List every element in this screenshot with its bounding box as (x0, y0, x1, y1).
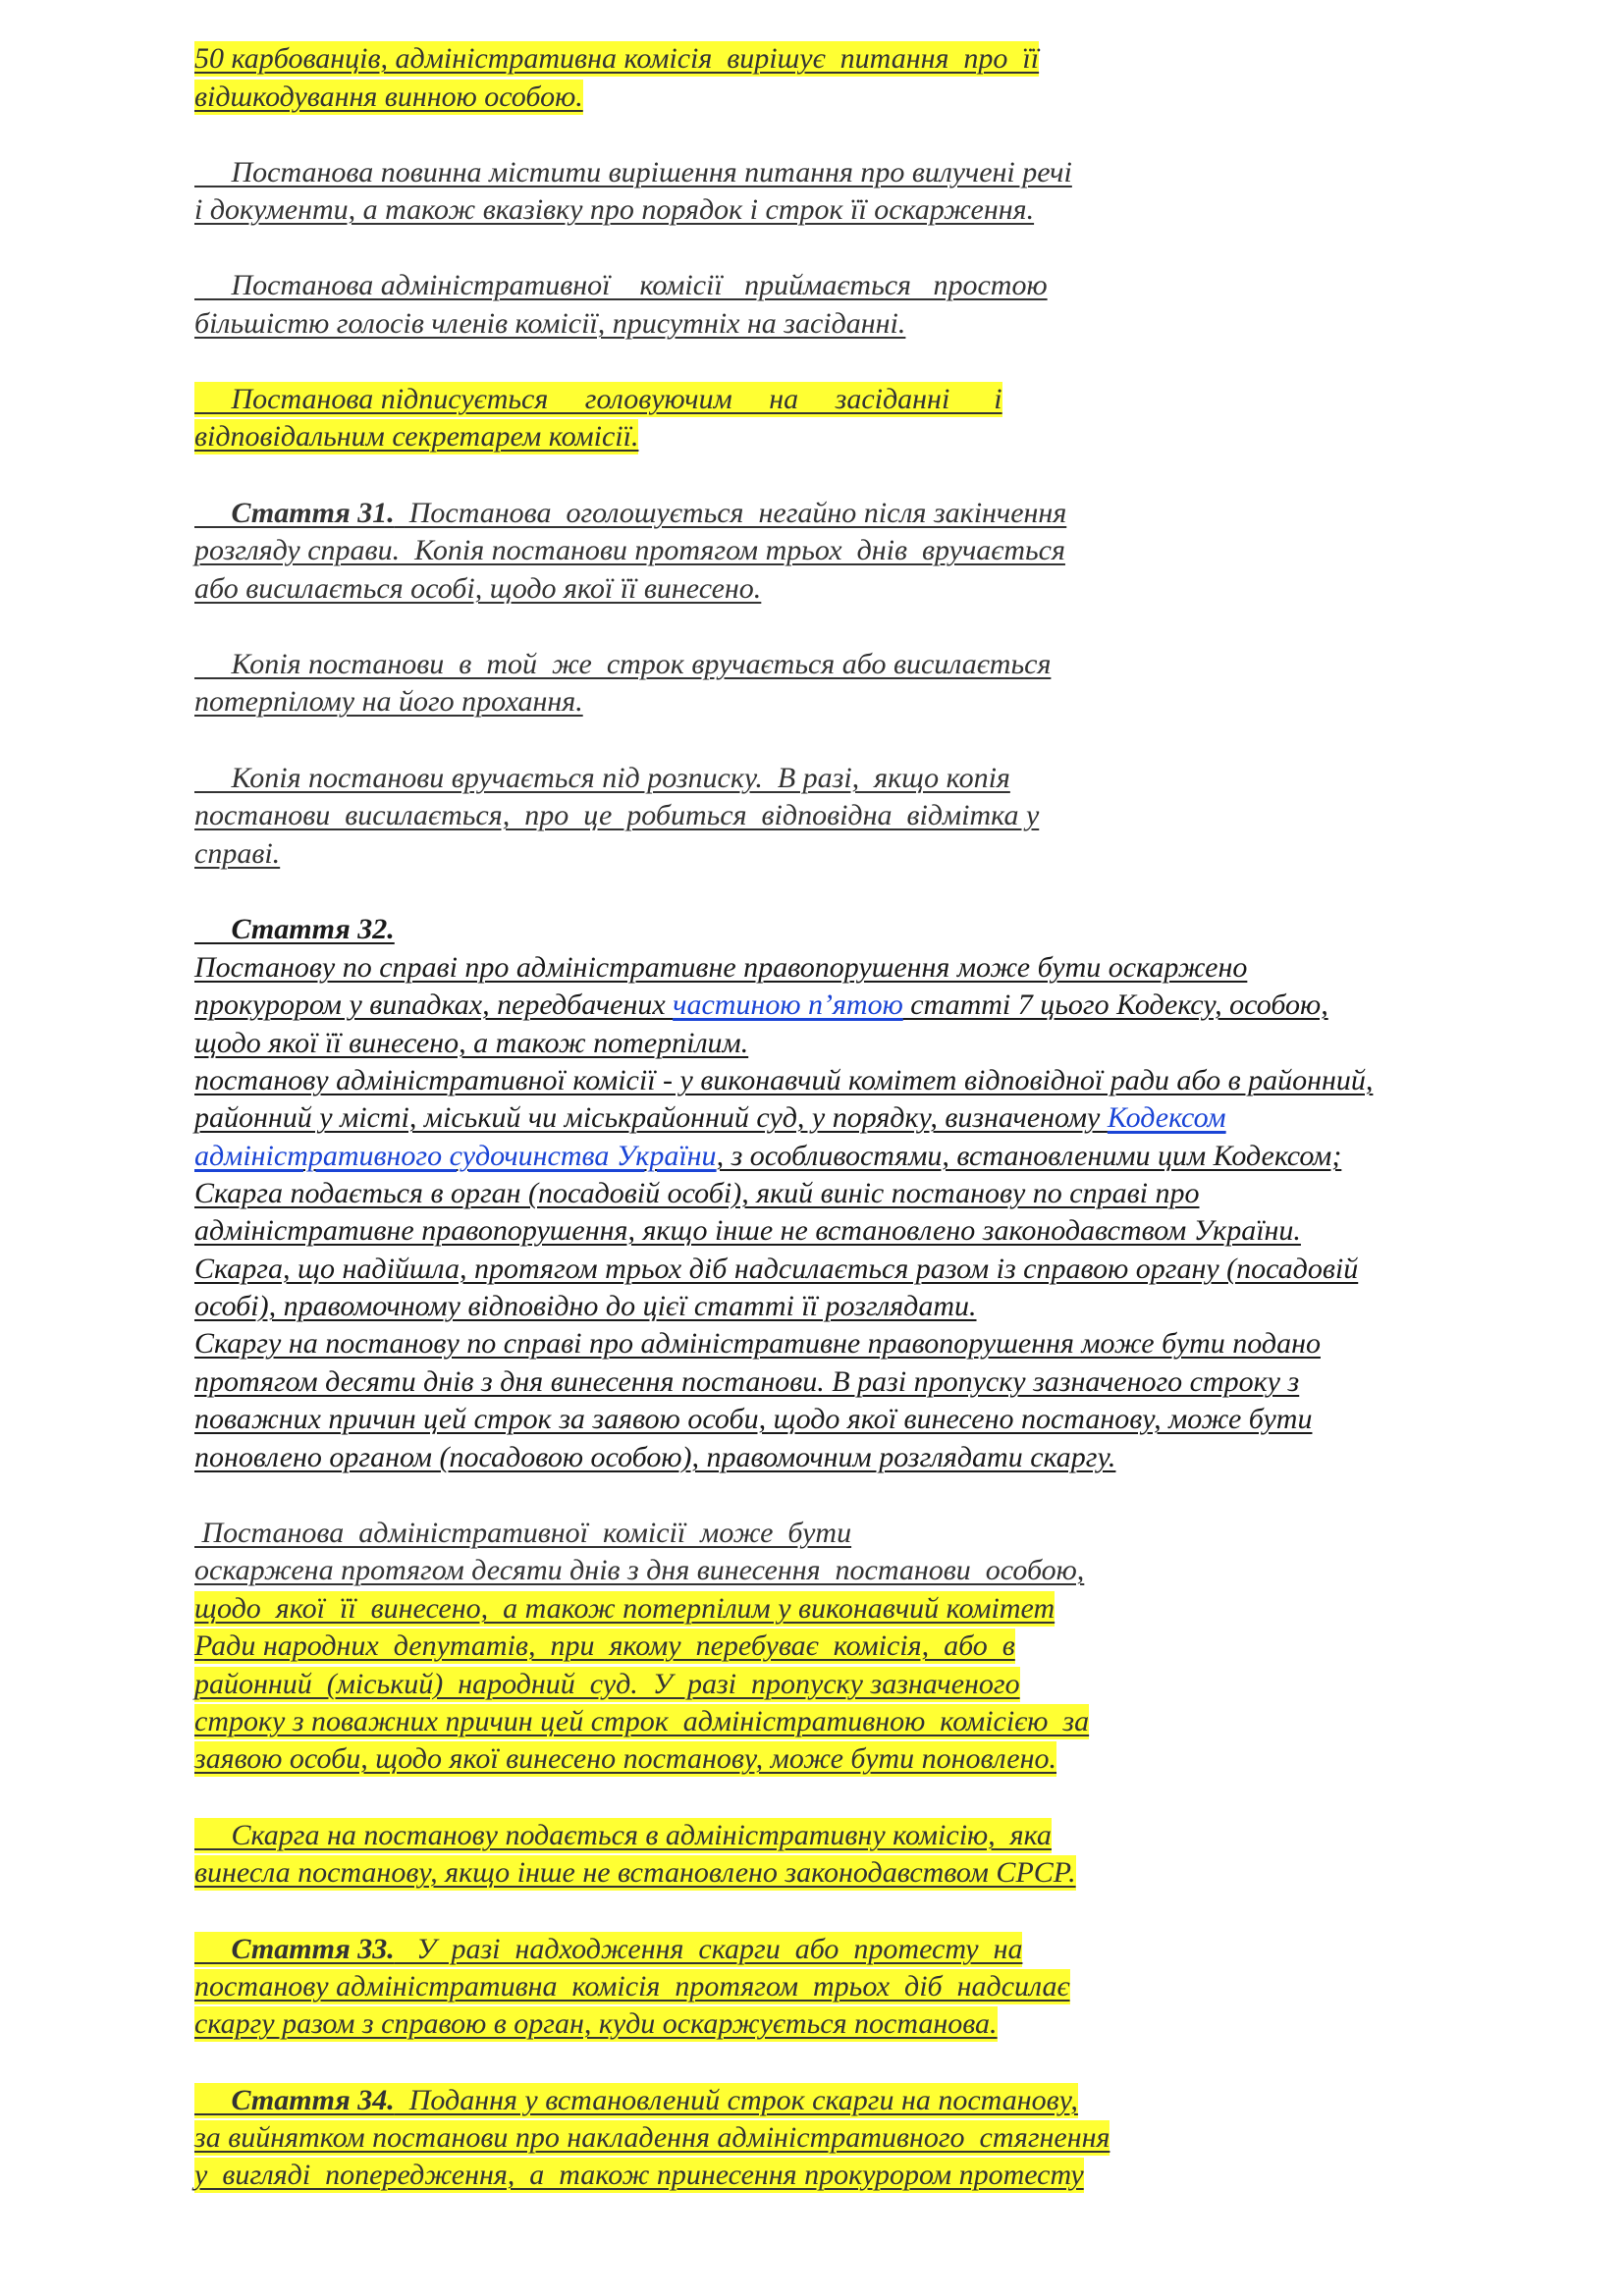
paragraph-line: щодо якої її винесено, а також потерпілим у виконавчий комітет (194, 1592, 1056, 1625)
paragraph-line: і документи, а також вказівку про порядок і строк її оскарження. (194, 193, 1035, 226)
paragraph-line: постанову адміністративної комісії - у виконавчий комітет відповідної ради або в районний, (194, 1064, 1374, 1096)
paragraph-line: Скарга на постанову подається в адміністративну комісію, яка (194, 1819, 1052, 1851)
paragraph-line: винесла постанову, якщо інше не встановлено законодавством СРСР. (194, 1856, 1076, 1889)
paragraph-line: або висилається особі, щодо якої її винесено. (194, 572, 762, 605)
paragraph-line: Скаргу на постанову по справі про адміністративне правопорушення може бути подано (194, 1327, 1321, 1360)
article-33-line: Стаття 33. У разі надходження скарги або протесту на (194, 1932, 1022, 1967)
paragraph-line: районний (міський) народний суд. У разі пропуску зазначеного (194, 1668, 1020, 1700)
paragraph-line: щодо якої її винесено, а також потерпілим. (194, 1027, 749, 1059)
article-34-line: Стаття 34. Подання у встановлений строк скарги на постанову, (194, 2083, 1078, 2118)
paragraph-line: прокурором у випадках, передбачених частиною п’ятою статті 7 цього Кодексу, особою, (194, 988, 1328, 1021)
link-code-continued[interactable]: адміністративного судочинства України (194, 1140, 717, 1172)
paragraph-line: Скарга, що надійшла, протягом трьох діб надсилається разом із справою органу (посадовій (194, 1253, 1359, 1285)
paragraph-line: 50 карбованців, адміністративна комісія вирішує питання про її (194, 42, 1040, 75)
paragraph-line: Постанова адміністративної комісії приймається простою (194, 269, 1048, 301)
paragraph-line: Постанова адміністративної комісії може бути (194, 1517, 852, 1549)
paragraph-line: розгляду справи. Копія постанови протягом трьох днів вручається (194, 534, 1065, 566)
paragraph-line: Копія постанови в той же строк вручається або висилається (194, 648, 1052, 680)
paragraph-line: Постанова підписується головуючим на засіданні і (194, 383, 1002, 415)
paragraph-line: справі. (194, 837, 281, 870)
paragraph-line: Ради народних депутатів, при якому перебуває комісія, або в (194, 1629, 1015, 1662)
paragraph-line: скаргу разом з справою в орган, куди оскаржується постанова. (194, 2007, 998, 2040)
paragraph-line: районний у місті, міський чи міськрайонний суд, у порядку, визначеному Кодексом (194, 1101, 1226, 1134)
paragraph-line: строку з поважних причин цей строк адміністративною комісією за (194, 1705, 1090, 1737)
paragraph-line: особі), правомочному відповідно до цієї статті її розглядати. (194, 1290, 977, 1322)
paragraph-line: Постанова повинна містити вирішення питання про вилучені речі (194, 156, 1072, 188)
link-code[interactable]: Кодексом (1107, 1101, 1226, 1134)
paragraph-line: постанови висилається, про це робиться відповідна відмітка у (194, 799, 1040, 831)
paragraph-line: поновлено органом (посадовою особою), правомочним розглядати скаргу. (194, 1441, 1116, 1473)
article-32-title: Стаття 32. (231, 913, 395, 945)
article-34-title: Стаття 34. (231, 2084, 395, 2116)
paragraph-line: потерпілому на його прохання. (194, 685, 583, 718)
article-31-line: Стаття 31. Постанова оголошується негайно після закінчення (231, 497, 1067, 529)
paragraph-line: відшкодування винною особою. (194, 80, 583, 113)
paragraph-line: Копія постанови вручається під розписку. В разі, якщо копія (194, 762, 1010, 794)
paragraph-line: більшістю голосів членів комісії, присутніх на засіданні. (194, 307, 906, 340)
paragraph-line: заявою особи, щодо якої винесено постанову, може бути поновлено. (194, 1742, 1056, 1775)
paragraph-line: адміністративного судочинства України, з особливостями, встановленими цим Кодексом; (194, 1140, 1342, 1172)
article-31-title: Стаття 31. (231, 497, 395, 529)
article-32-heading (194, 912, 395, 947)
paragraph-line: оскаржена протягом десяти днів з дня винесення постанови особою, (194, 1554, 1085, 1586)
paragraph-line: у вигляді попередження, а також принесення прокурором протесту (194, 2159, 1084, 2191)
paragraph-line: протягом десяти днів з дня винесення постанови. В разі пропуску зазначеного строку з (194, 1365, 1300, 1398)
paragraph-line: Постанову по справі про адміністративне правопорушення може бути оскаржено (194, 951, 1248, 984)
paragraph-line: адміністративне правопорушення, якщо інше не встановлено законодавством України. (194, 1214, 1301, 1247)
paragraph-line: відповідальним секретарем комісії. (194, 420, 639, 453)
article-33-title: Стаття 33. (231, 1933, 395, 1965)
paragraph-line: за вийнятком постанови про накладення адміністративного стягнення (194, 2121, 1110, 2154)
paragraph-line: поважних причин цей строк за заявою особи, щодо якої винесено постанову, може бути (194, 1403, 1313, 1435)
paragraph-line: Скарга подається в орган (посадовій особі), який виніс постанову по справі про (194, 1177, 1200, 1209)
link-part-five[interactable]: частиною п’ятою (673, 988, 903, 1021)
paragraph-line: постанову адміністративна комісія протягом трьох діб надсилає (194, 1970, 1070, 2002)
